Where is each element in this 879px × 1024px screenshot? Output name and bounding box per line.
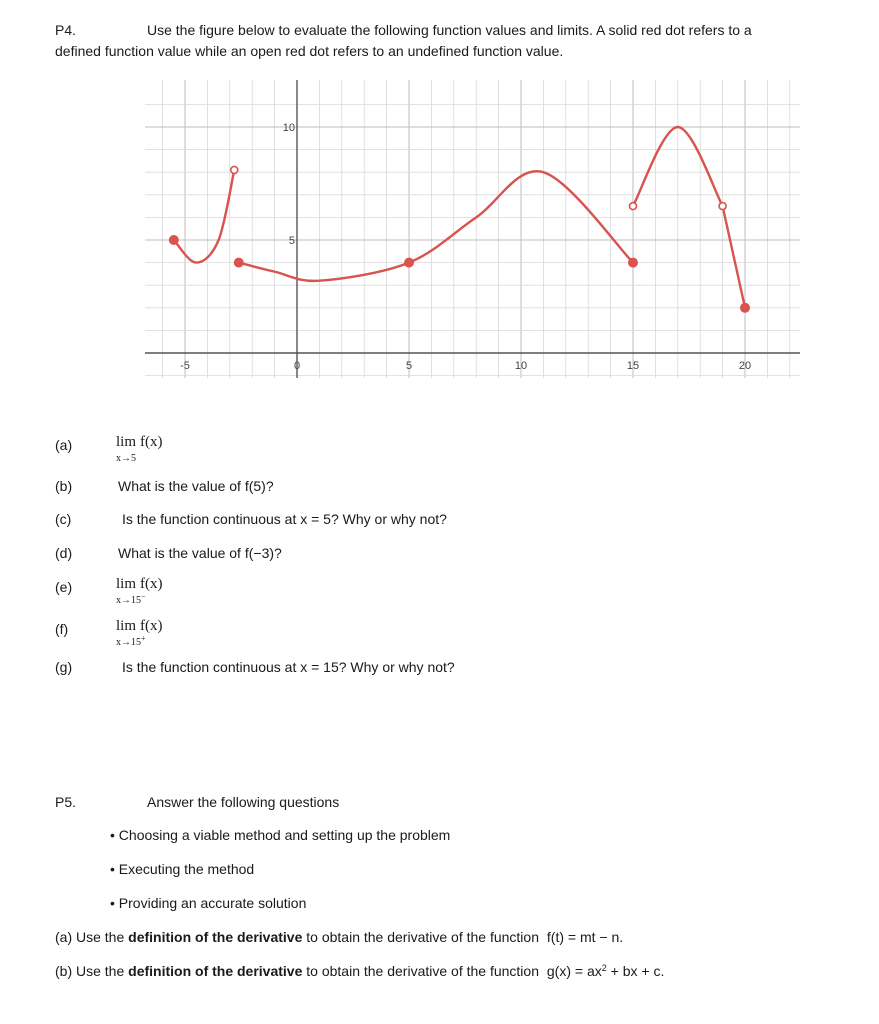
part-b-formula-sup: 2 xyxy=(601,963,607,973)
limit-function: f(x) xyxy=(140,434,163,450)
axes xyxy=(145,80,800,378)
limit-approach: x→15 xyxy=(116,595,141,606)
p4-number: P4. xyxy=(55,22,77,38)
grid-lines xyxy=(145,80,800,378)
part-b-formula xyxy=(547,963,664,979)
limit-function: f(x) xyxy=(140,576,163,592)
x-tick-label: -5 xyxy=(180,360,190,372)
x-tick-label: 5 xyxy=(405,360,413,372)
curve-piece-4 xyxy=(723,206,745,308)
question-label: (f) xyxy=(55,621,69,637)
limit-notation xyxy=(116,435,163,464)
lim-word: lim xyxy=(116,434,137,450)
p5-bullet-text: Choosing a viable method and setting up the problem xyxy=(118,827,451,843)
p5-bullet-text: Executing the method xyxy=(118,861,255,877)
open-dot xyxy=(231,166,238,173)
question-label: (c) xyxy=(55,511,72,527)
solid-dot xyxy=(169,236,178,245)
p5-number: P5. xyxy=(55,794,77,810)
limit-side: + xyxy=(141,634,146,643)
y-tick-label: 10 xyxy=(282,122,295,134)
question-label: (b) xyxy=(55,478,73,494)
x-tick-label: 0 xyxy=(293,360,301,372)
part-a-prefix: (a) Use the xyxy=(55,929,129,945)
curve-piece-1 xyxy=(174,170,234,263)
limit-notation xyxy=(116,577,163,606)
x-tick-label: 20 xyxy=(738,360,752,372)
p5-bullet-3: • Providing an accurate solution xyxy=(110,895,307,911)
question-limit xyxy=(116,619,163,648)
question-label: (a) xyxy=(55,437,73,453)
p5-part-a xyxy=(55,929,623,945)
p5-part-b xyxy=(55,963,664,979)
limit-function: f(x) xyxy=(140,618,163,634)
p4-instructions-line2: defined function value while an open red dot refers to an undefined function value. xyxy=(55,43,564,59)
part-b-formula-before: g(x) = ax xyxy=(546,963,602,979)
question-label: (g) xyxy=(55,659,73,675)
question-text: Is the function continuous at x = 15? Why or why not? xyxy=(122,659,455,675)
limit-top xyxy=(116,619,163,634)
p5-heading: Answer the following questions xyxy=(147,794,340,810)
limit-approach: x→5 xyxy=(116,453,136,464)
solid-dot xyxy=(405,258,414,267)
solid-dot xyxy=(741,303,750,312)
question-limit xyxy=(116,435,163,464)
x-tick-label: 10 xyxy=(514,360,528,372)
lim-word: lim xyxy=(116,576,137,592)
p5-bullet-text: Providing an accurate solution xyxy=(118,895,307,911)
question-label: (d) xyxy=(55,545,73,561)
x-tick-label: 15 xyxy=(626,360,640,372)
part-b-prefix: (b) Use the xyxy=(55,963,129,979)
part-a-formula: f(t) = mt − n. xyxy=(546,929,624,945)
open-dot xyxy=(719,203,726,210)
open-dot xyxy=(630,203,637,210)
p5-bullet-2: • Executing the method xyxy=(110,861,255,877)
limit-notation xyxy=(116,619,163,648)
limit-subscript xyxy=(116,450,163,464)
question-text: What is the value of f(−3)? xyxy=(118,545,282,561)
limit-top xyxy=(116,435,163,450)
part-a-middle: to obtain the derivative of the function xyxy=(302,929,543,945)
question-text: What is the value of f(5)? xyxy=(118,478,274,494)
part-a-bold: definition of the derivative xyxy=(128,929,303,945)
tick-labels xyxy=(180,122,751,372)
question-label: (e) xyxy=(55,579,73,595)
question-text: Is the function continuous at x = 5? Why or why not? xyxy=(122,511,447,527)
p4-instructions-line1: Use the figure below to evaluate the following function values and limits. A solid red dot refers to a xyxy=(147,22,752,38)
part-b-middle: to obtain the derivative of the function xyxy=(302,963,543,979)
part-b-formula-after: + bx + c. xyxy=(606,963,665,979)
limit-subscript xyxy=(116,634,163,648)
dots xyxy=(169,166,749,312)
question-limit xyxy=(116,577,163,606)
part-b-bold: definition of the derivative xyxy=(128,963,303,979)
lim-word: lim xyxy=(116,618,137,634)
limit-side: − xyxy=(141,592,146,601)
curve-piece-2 xyxy=(239,171,633,281)
p5-bullet-1: • Choosing a viable method and setting up the problem xyxy=(110,827,451,843)
limit-subscript xyxy=(116,592,163,606)
solid-dot xyxy=(234,258,243,267)
y-tick-label: 5 xyxy=(288,235,295,247)
function-graph xyxy=(145,80,800,378)
limit-top xyxy=(116,577,163,592)
solid-dot xyxy=(629,258,638,267)
limit-approach: x→15 xyxy=(116,637,141,648)
